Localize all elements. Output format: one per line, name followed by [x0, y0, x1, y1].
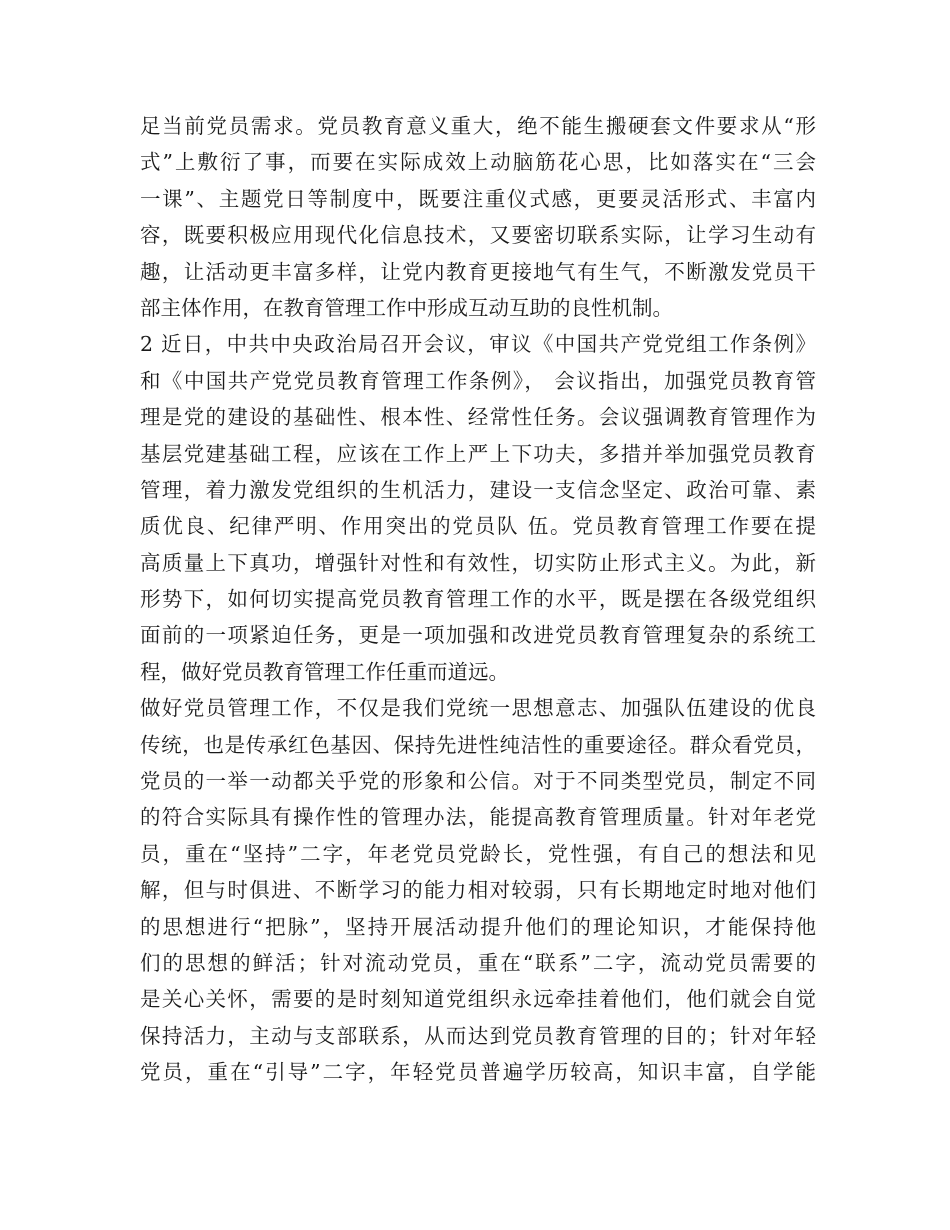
document-body — [140, 108, 816, 1091]
text-line: 容，既要积极应用现代化信息技术，又要密切联系实际，让学习生动有 — [140, 223, 816, 248]
text-line: 解，但与时俱进、不断学习的能力相对较弱，只有长期地定时地对他们 — [140, 878, 816, 903]
text-line: 党员的一举一动都关乎党的形象和公信。对于不同类型党员，制定不同 — [140, 769, 816, 794]
text-line: 面前的一项紧迫任务，更是一项加强和改进党员教育管理复杂的系统工 — [140, 623, 816, 648]
text-line: 保持活力，主动与支部联系，从而达到党员教育管理的目的；针对年轻 — [140, 1023, 816, 1048]
text-line: 理是党的建设的基础性、根本性、经常性任务。会议强调教育管理作为 — [140, 405, 816, 430]
text-line: 管理，着力激发党组织的生机活力，建设一支信念坚定、政治可靠、素 — [140, 477, 816, 502]
text-line: 党员，重在“引导”二字，年轻党员普遍学历较高，知识丰富，自学能 — [140, 1060, 816, 1085]
text-line: 基层党建基础工程，应该在工作上严上下功夫，多措并举加强党员教育 — [140, 441, 816, 466]
text-line: 员，重在“坚持”二字，年老党员党龄长，党性强，有自己的想法和见 — [140, 841, 816, 866]
text-line: 是关心关怀，需要的是时刻知道党组织永远牵挂着他们，他们就会自觉 — [140, 987, 816, 1012]
text-line: 足当前党员需求。党员教育意义重大，绝不能生搬硬套文件要求从“形 — [140, 114, 816, 138]
text-line: 程，做好党员教育管理工作任重而道远。 — [140, 659, 509, 684]
text-line: 形势下，如何切实提高党员教育管理工作的水平，既是摆在各级党组织 — [140, 587, 816, 612]
text-line: 做好党员管理工作，不仅是我们党统一思想意志、加强队伍建设的优良 — [140, 696, 816, 721]
text-line: 高质量上下真功，增强针对性和有效性，切实防止形式主义。为此，新 — [140, 550, 816, 575]
text-line: 传统，也是传承红色基因、保持先进性纯洁性的重要途径。群众看党员， — [140, 732, 816, 757]
text-line: 式”上敷衍了事，而要在实际成效上动脑筋花心思，比如落实在“三会 — [140, 150, 816, 175]
text-line: 部主体作用，在教育管理工作中形成互动互助的良性机制。 — [140, 295, 673, 320]
text-line: 们的思想的鲜活；针对流动党员，重在“联系”二字，流动党员需要的 — [140, 950, 816, 975]
text-line: 和《中国共产党党员教育管理工作条例》， 会议指出，加强党员教育管 — [140, 368, 816, 393]
text-line: 质优良、纪律严明、作用突出的党员队 伍。党员教育管理工作要在提 — [140, 514, 816, 539]
text-line: 趣，让活动更丰富多样，让党内教育更接地气有生气，不断激发党员干 — [140, 259, 816, 284]
text-line: 的符合实际具有操作性的管理办法，能提高教育管理质量。针对年老党 — [140, 805, 816, 830]
text-line: 2 近日，中共中央政治局召开会议，审议《中国共产党党组工作条例》 — [140, 332, 816, 357]
text-line: 一课”、主题党日等制度中，既要注重仪式感，更要灵活形式、丰富内 — [140, 186, 816, 211]
text-line: 的思想进行“把脉”，坚持开展活动提升他们的理论知识，才能保持他 — [140, 914, 816, 939]
